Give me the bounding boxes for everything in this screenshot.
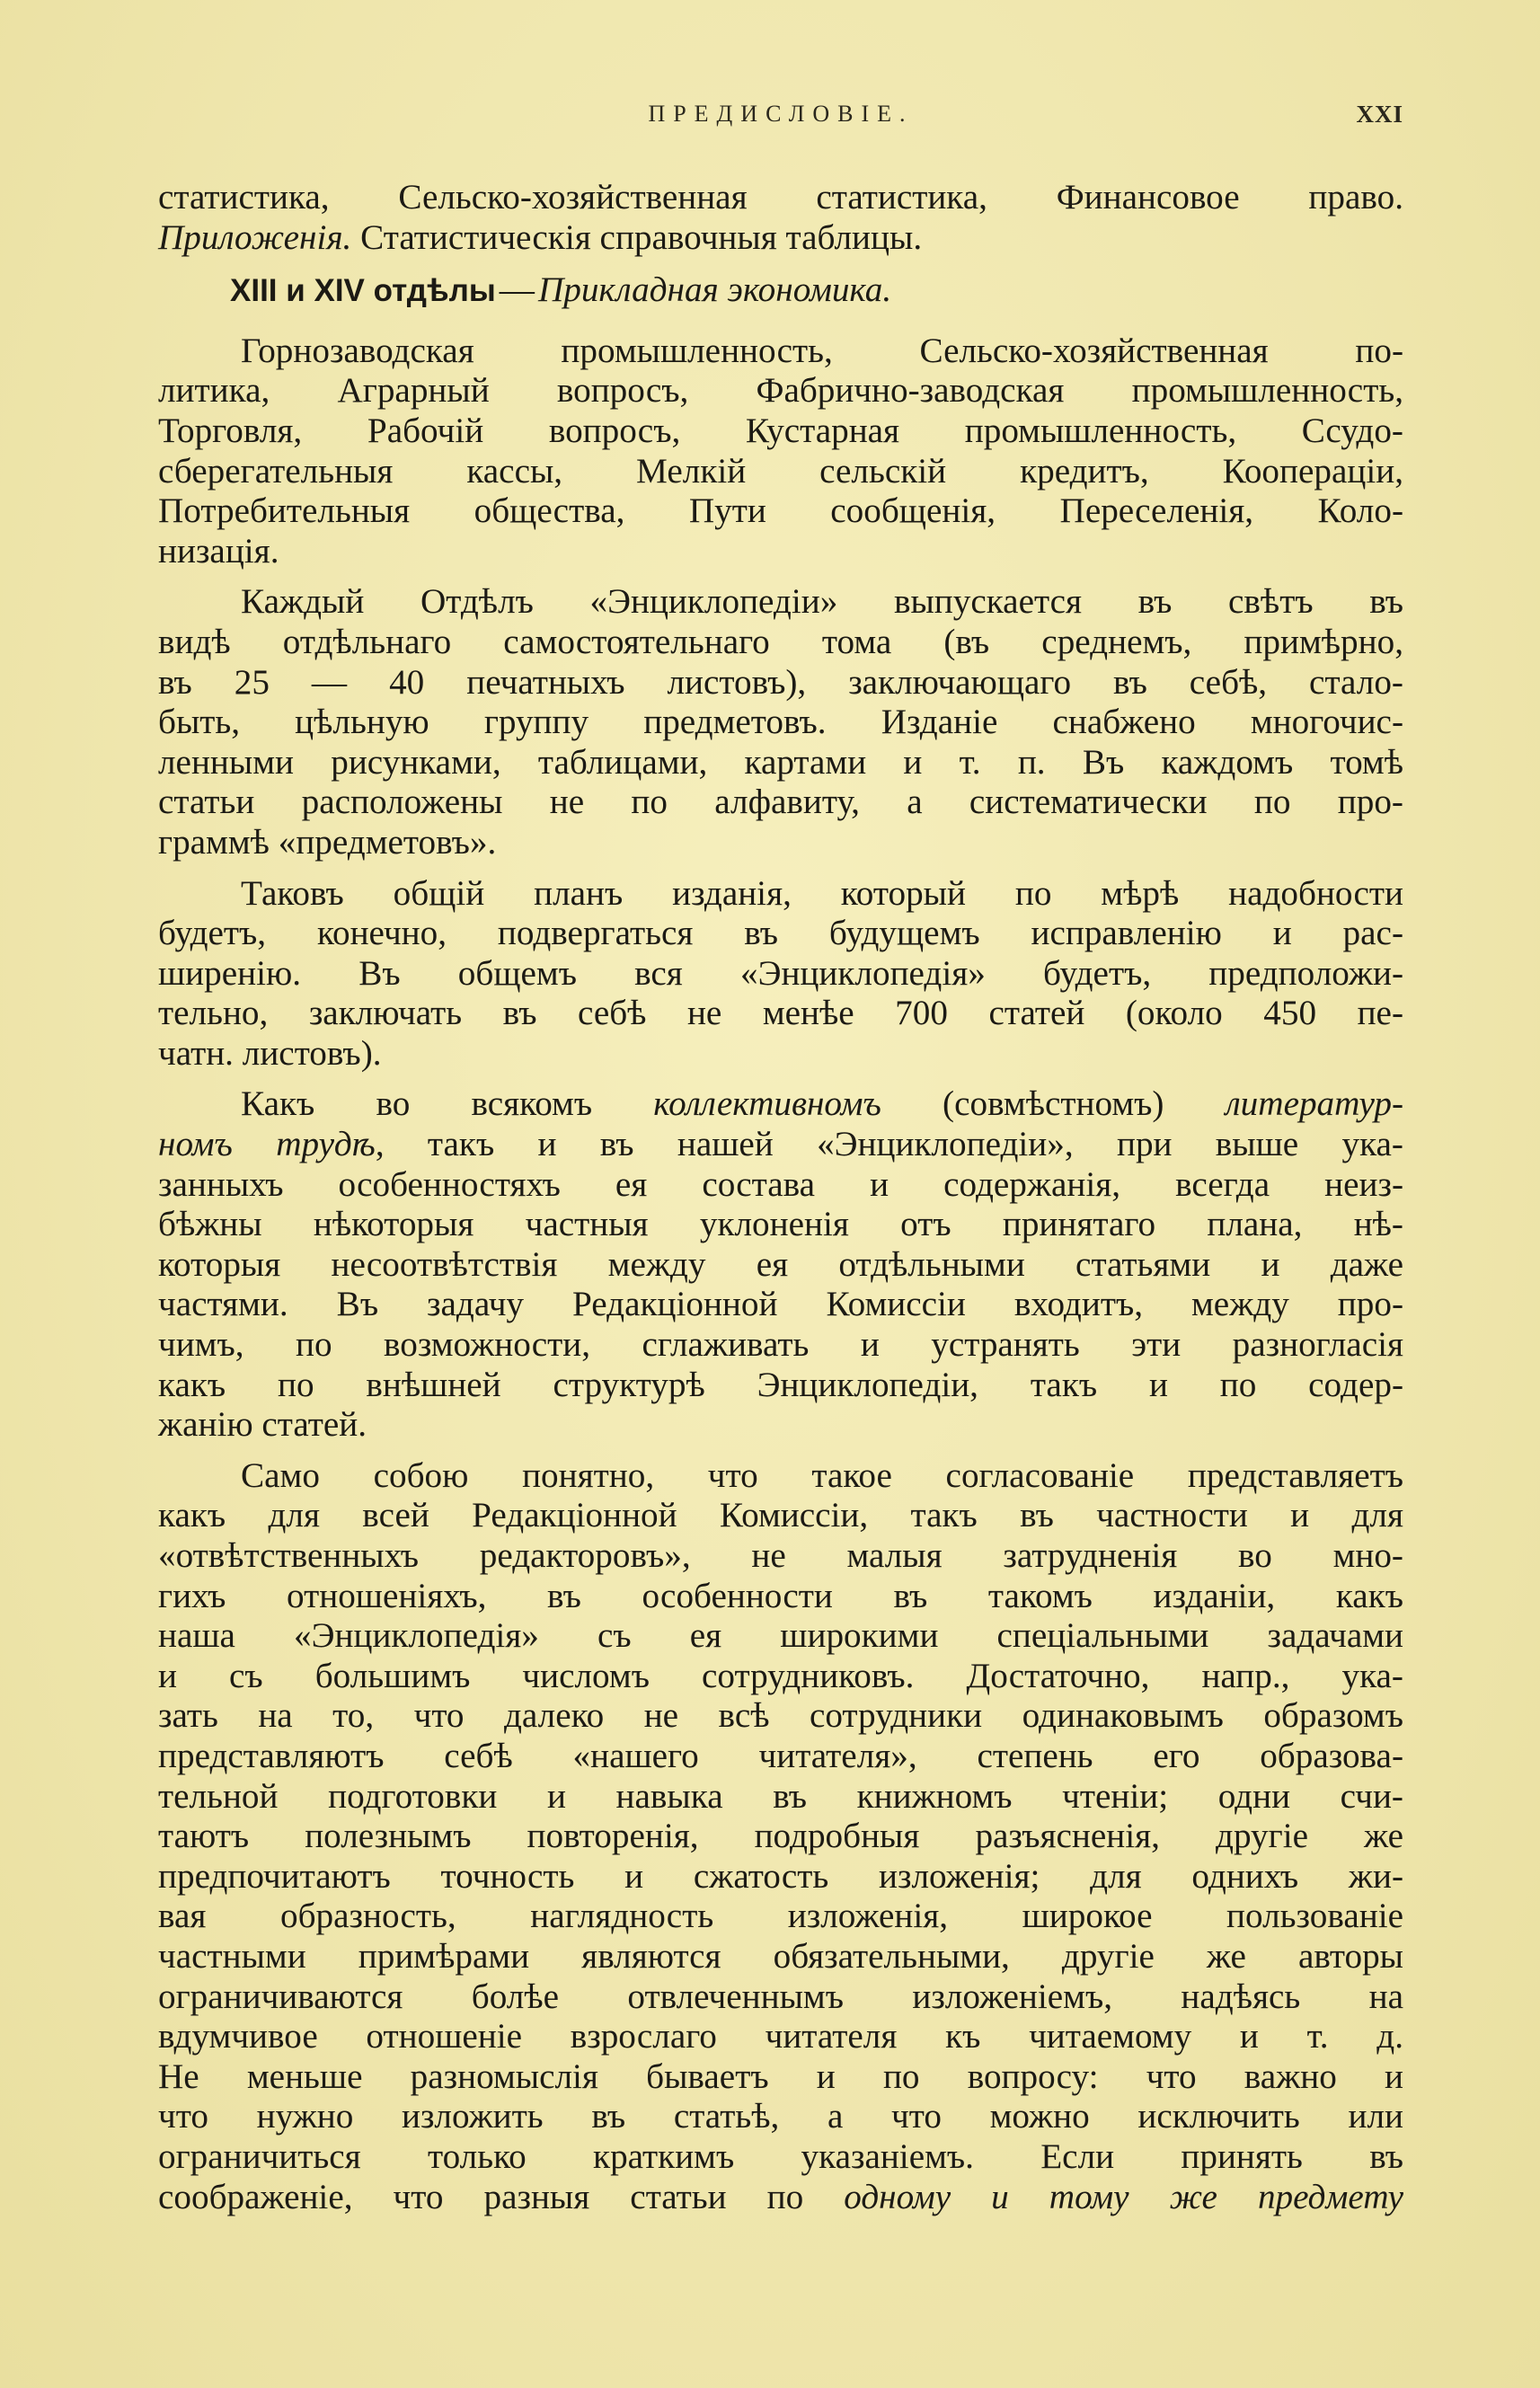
appendix-text: Статистическія справочныя таблицы. [351, 217, 923, 257]
text-line: чимъ, по возможности, сглаживать и устранять эти разногласія [158, 1325, 1403, 1365]
text-line: таютъ полезнымъ повторенія, подробныя разъясненія, другіе же [158, 1817, 1403, 1856]
section-heading-dash: — [499, 270, 535, 310]
text-line: граммѣ «предметовъ». [158, 822, 497, 862]
italic-run: литератур- [1225, 1084, 1403, 1124]
paragraph-collective-work [158, 1084, 1403, 1445]
text-line: Таковъ общій планъ изданія, который по мѣрѣ надобности [241, 873, 1403, 913]
text-line: жанію статей. [158, 1405, 367, 1445]
text-line: частями. Въ задачу Редакціонной Комиссіи входитъ, между про- [158, 1285, 1403, 1324]
text-line: наша «Энциклопедія» съ ея широкими спеціальными задачами [158, 1616, 1403, 1656]
text-line: Само собою понятно, что такое согласованіе представляетъ [241, 1455, 1403, 1495]
section-heading-number: XIII и XIV отдѣлы [230, 273, 496, 309]
paragraph-continuation [158, 178, 1403, 258]
text-run: соображеніе, что разныя статьи по [158, 2177, 845, 2216]
text-line: какъ по внѣшней структурѣ Энциклопедіи, такъ и по содер- [158, 1365, 1403, 1404]
running-title: ПРЕДИСЛОВІЕ. [648, 101, 914, 127]
text-line: частными примѣрами являются обязательными, другіе же авторы [158, 1936, 1403, 1976]
text-line: которыя несоотвѣтствія между ея отдѣльными статьями и даже [158, 1244, 1403, 1284]
paragraph-volumes [158, 582, 1403, 862]
text-line [158, 2178, 1403, 2218]
text-line: «отвѣтственныхъ редакторовъ», не малыя затрудненія во мно- [158, 1536, 1403, 1575]
text-line: тельно, заключать въ себѣ не менѣе 700 статей (около 450 пе- [158, 994, 1403, 1033]
text-line: гихъ отношеніяхъ, въ особенности въ такомъ изданіи, какъ [158, 1576, 1403, 1615]
text-line: что нужно изложить въ статьѣ, а что можно исключить или [158, 2097, 1403, 2136]
text-line: будетъ, конечно, подвергаться въ будущемъ исправленію и рас- [158, 914, 1403, 953]
text-line: чатн. листовъ). [158, 1033, 382, 1073]
appendix-label: Приложенія. [158, 217, 352, 257]
text-line: и съ большимъ числомъ сотрудниковъ. Достаточно, напр., ука- [158, 1656, 1403, 1695]
section-heading-title: Прикладная экономика. [537, 270, 892, 310]
text-line: низація. [158, 531, 279, 570]
text-line: Каждый Отдѣлъ «Энциклопедіи» выпускается въ свѣтъ въ [241, 582, 1403, 622]
text-line: представляютъ себѣ «нашего читателя», степень его образова- [158, 1736, 1403, 1775]
text-line: ограничиться только краткимъ указаніемъ. Если принять въ [158, 2136, 1403, 2176]
text-line: въ 25 — 40 печатныхъ листовъ), заключающаго въ себѣ, стало- [158, 662, 1403, 702]
text-line: Торговля, Рабочій вопросъ, Кустарная промышленность, Ссудо- [158, 411, 1403, 450]
text-line: занныхъ особенностяхъ ея состава и содержанія, всегда неиз- [158, 1164, 1403, 1204]
text-line: предпочитаютъ точность и сжатость изложенія; для однихъ жи- [158, 1856, 1403, 1896]
text-line: тельной подготовки и навыка въ книжномъ чтеніи; одни счи- [158, 1776, 1403, 1816]
paragraph-topics [158, 332, 1403, 572]
italic-run: коллективномъ [653, 1084, 881, 1124]
text-line: Потребительныя общества, Пути сообщенія, Переселенія, Коло- [158, 491, 1403, 531]
text-line: какъ для всей Редакціонной Комиссіи, такъ въ частности и для [158, 1496, 1403, 1535]
page-number: XXI [1356, 101, 1403, 128]
paragraph-plan [158, 874, 1403, 1075]
text-line: Не меньше разномыслія бываетъ и по вопросу: что важно и [158, 2056, 1403, 2096]
section-heading [158, 270, 1403, 312]
text-run: Какъ во всякомъ [241, 1084, 654, 1124]
text-line: статистика, Сельско-хозяйственная статистика, Финансовое право. [158, 178, 1403, 217]
text-run: (совмѣстномъ) [881, 1084, 1226, 1124]
paragraph-coordination [158, 1456, 1403, 2217]
text-line: ширенію. Въ общемъ вся «Энциклопедія» будетъ, предположи- [158, 953, 1403, 993]
italic-run: номъ трудѣ [158, 1125, 376, 1164]
italic-run: одному и тому же предмету [844, 2177, 1403, 2216]
text-line: статьи расположены не по алфавиту, а систематически по про- [158, 783, 1403, 822]
text-line: вая образность, наглядность изложенія, широкое пользованіе [158, 1897, 1403, 1936]
text-line: Горнозаводская промышленность, Сельско-хозяйственная по- [241, 331, 1403, 370]
text-line: литика, Аграрный вопросъ, Фабрично-заводская промышленность, [158, 371, 1403, 411]
text-run: , такъ и въ нашей «Энциклопедіи», при выше ука- [375, 1125, 1403, 1164]
text-line: ленными рисунками, таблицами, картами и т. п. Въ каждомъ томѣ [158, 742, 1403, 782]
text-line [158, 218, 1403, 259]
text-line: вдумчивое отношеніе взрослаго читателя къ читаемому и т. д. [158, 2017, 1403, 2056]
page-header [158, 101, 1403, 137]
text-line: видѣ отдѣльнаго самостоятельнаго тома (въ среднемъ, примѣрно, [158, 622, 1403, 661]
text-line: бѣжны нѣкоторыя частныя уклоненія отъ принятаго плана, нѣ- [158, 1205, 1403, 1244]
text-line: зать на то, что далеко не всѣ сотрудники одинаковымъ образомъ [158, 1696, 1403, 1736]
text-line: сберегательныя кассы, Мелкій сельскій кредитъ, Коопераціи, [158, 451, 1403, 491]
text-line [158, 1084, 1403, 1125]
text-line: быть, цѣльную группу предметовъ. Изданіе снабжено многочис- [158, 703, 1403, 742]
body-text [158, 178, 1403, 2217]
text-line [158, 1125, 1403, 1165]
text-line: ограничиваются болѣе отвлеченнымъ изложеніемъ, надѣясь на [158, 1977, 1403, 2016]
